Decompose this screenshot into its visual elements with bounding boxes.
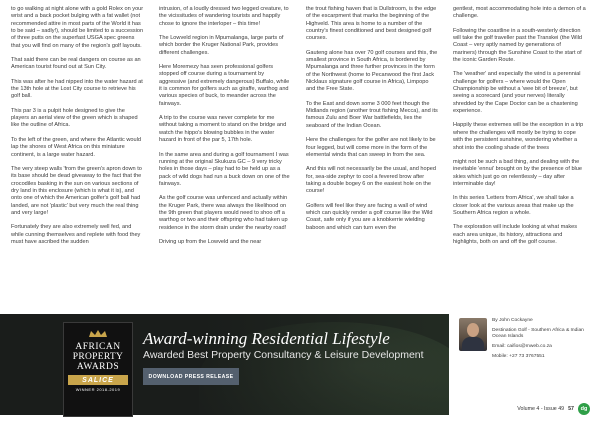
page-number: 57 [568,406,574,412]
award-badge [63,322,133,417]
article-column-2 [159,6,292,253]
paragraph: The 'weather' and especially the wind is a perennial challenge for golfers – where would the Open Championship be without a 'wee bit of breeze', but seeing a scorecard (and your nerves) literally shredded by the Cape Doctor can be a chastening experience. [453,71,581,115]
article-column-3 [306,6,439,239]
banner-subtitle: Awarded Best Property Consultancy & Leisure Development [143,349,424,361]
paragraph: Golfers will feel like they are facing a wall of wind which can quickly render a golf course like the Wild Coast, safe only if you are a knobkerrie wielding baboon and which can turn even the [306,202,433,231]
paragraph: To the East and down some 3 000 feet though the Midlands region (another trout fishing Mecca), and its famous Zulu and Boer War battlefields, lies the seaboard of the Indian Ocean. [306,100,438,129]
paragraph: The Lowveld region in Mpumalanga, large parts of which border the Kruger National Park, provides different challenges. [159,35,284,56]
paragraph: This was after he had nipped into the water hazard at the 13th hole at the Lost City course to retrieve his golf ball. [11,78,143,100]
paragraph: Happily these extremes will be the exception in a trip where the challenges will mostly be trying to cope with the persistent sunshine, wondering whether a shot into the cooling shade of the trees [453,122,584,151]
paragraph: Here Moremezy has seen professional golfers stopped off course during a tournament by aggressive (and extremely dangerous) Buffalo, while it is common for golfers such as giraffe, warthog and various species of buck, to meander across the fairways. [159,64,290,107]
paragraph: In this series 'Letters from Africa', we shall take a closer look at the various areas that make up the Southern Africa region a whole. [453,195,574,216]
download-press-release-button[interactable]: DOWNLOAD PRESS RELEASE [143,368,239,385]
badge-line-1: AFRICAN [75,342,121,352]
paragraph: to go walking at night alone with a gold Rolex on your wrist and a back pocket bulging with a fat wallet (not recommended attire in most parts of the World it has to be said – sadly!), should be limited to a succession of three putts on the superfast USGA spec greens that you will find on many of the region's golf layouts. [11,6,144,49]
article-column-4 [453,6,586,253]
paragraph: Driving up from the Lowveld and the near [159,238,262,245]
author-photo [459,318,487,351]
badge-line-3: AWARDS [76,362,120,372]
paragraph: As the golf course was unfenced and actually within the Kruger Park, there was always the likelihood on the 9th green that players would need to shoo off a warthog or two and their offspring who had taken up residence in the storm drain under the nearby road! [159,195,288,231]
author-byline: By John Cockayne [492,318,533,323]
paragraph: That said there can be real dangers on course as an American tourist found out at Sun City. [11,57,141,71]
author-role: Destination Golf - Southern Africa & Indian Ocean Islands [492,327,584,340]
badge-line-2: PROPERTY [72,352,124,362]
paragraph: The exploration will include looking at what makes each area unique, its history, attractions and highlights, both on and off the golf course. [453,224,578,245]
paragraph: To the left of the green, and where the Atlantic would lap the shores of West Africa on this miniature continent, is a large water hazard. [11,136,141,158]
paragraph: the trout fishing haven that is Dullstroom, is the edge of the escarpment that marks the beginning of the Highveld. This area is home to a number of the country's finest conditioned and best designed golf courses. [306,6,437,42]
badge-brand: SALICE [82,376,114,384]
paragraph: Here the challenges for the golfer are not likely to be four legged, but will come more in the form of the elemental winds that can sweep in from the sea. [306,137,436,158]
page-footer [517,403,590,415]
paragraph: In the same area and during a golf tournament I was running at the original Skukuza GC – 9 very tricky holes in those days – play had to be held up as a pack of wild dogs had run a buck down on one of the fairways. [159,151,290,187]
author-box [459,318,594,398]
paragraph: gentlest, most accommodating hole into a demon of a challenge. [453,6,586,20]
article-column-1 [11,6,144,253]
paragraph: This par 3 is a pulpit hole designed to give the players an aerial view of the green which is shaped like the outline of Africa. [11,107,138,129]
paragraph: intrusion, of a loudly dressed two legged creature, to the vicissitudes of wandering tourists and happily chose to ignore the interloper – this time! [159,6,289,27]
banner-title: Award-winning Residential Lifestyle [143,329,390,348]
author-email[interactable]: Email: caifios@mweb.co.za [492,343,552,349]
paragraph: A trip to the course was never complete for me without taking a moment to stand on the bridge and watch the hippo's blowing bubbles in the water hazard in front of the par 5, 17th hole. [159,115,287,144]
badge-brand-bar [68,375,128,385]
paragraph: might not be such a bad thing, and dealing with the inevitable 'ennui' brought on by the presence of blue skies which just go on relentlessly – day after interminable day! [453,158,583,187]
author-mobile: Mobile: +27 73 3767551 [492,353,545,359]
paragraph: Following the coastline in a south-westerly direction will take the golf traveller past the Transkei (the Wild Coast – very aptly named by generations of mariners) through the Sunshine Coast to the start of the iconic Garden Route. [453,27,583,64]
crown-icon [88,329,108,338]
paragraph: Fortunately they are also extremely well fed, and while cunning themselves and replete with food they must have ascribed the sudden [11,224,141,245]
badge-winner: WINNER 2018-2019 [75,387,121,392]
paragraph: And this will not necessarily be the usual, and hoped for, sea-side zephyr to cool a fevered brow after taking a double bogey 6 on the easiest hole on the course! [306,166,436,195]
magazine-logo-icon: dg [578,403,590,415]
paragraph: The very steep walls 'from the green's apron down to its base should be dead giveaway to the fact that the crocodiles basking in the sun on various sections of dry land in this enclosure (which is what it is), and onto one of which the American golfer's golf ball had landed, are not 'plastic' but very much the real thing and very large! [11,165,142,216]
paragraph: Gauteng alone has over 70 golf courses and this, the smallest province in South Africa, is bordered by Mpumalanga and three further provinces in the form of the Northwest (home to Pecanwood the first Jack Nicklaus signature golf course in Africa), Limpopo and the Free State. [306,49,438,93]
issue-label: Volume 4 - Issue 49 [517,406,565,412]
